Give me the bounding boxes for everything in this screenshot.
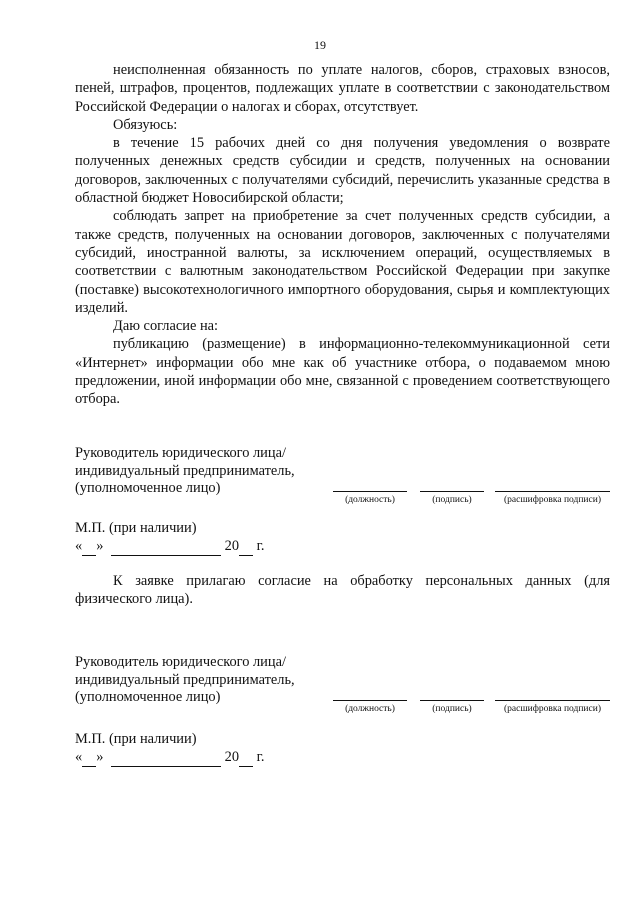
date-day-field[interactable] xyxy=(82,537,96,556)
stamp-label: М.П. (при наличии) xyxy=(75,520,197,536)
date-month-field[interactable] xyxy=(111,748,221,767)
signature-fields-1 xyxy=(333,491,610,521)
paragraph-consent-heading: Даю согласие на: xyxy=(113,318,219,335)
signatory-line-3: (уполномоченное лицо) xyxy=(75,480,221,496)
position-field[interactable] xyxy=(333,700,407,714)
signatory-line-1: Руководитель юридического лица/ xyxy=(75,445,286,461)
signature-field[interactable] xyxy=(420,491,484,505)
signatory-line-3: (уполномоченное лицо) xyxy=(75,689,221,705)
date-day-field[interactable] xyxy=(82,748,96,767)
decoding-caption: (расшифровка подписи) xyxy=(504,495,601,505)
date-month-field[interactable] xyxy=(111,537,221,556)
decoding-caption: (расшифровка подписи) xyxy=(504,704,601,714)
paragraph-obligation-absent: неисполненная обязанность по уплате налогов, сборов, страховых взносов, пеней, штрафов, процентов, подлежащих уплате в соответствии с законодательством Российской Федерации о налогах и сборах, отсутствует. xyxy=(75,62,610,115)
date-line-2: « » 20 г. xyxy=(75,749,265,765)
paragraph-undertake-heading: Обязуюсь: xyxy=(113,116,178,133)
paragraph-refund-obligation: в течение 15 рабочих дней со дня получения уведомления о возврате полученных денежных средств субсидии и средств, полученных на основании договоров, заключенных с получателями субсидий, перечислить указанные средства в областной бюджет Новосибирской области; xyxy=(75,135,610,207)
signatory-block-2 xyxy=(75,654,295,707)
declaration-body xyxy=(75,61,610,409)
position-field[interactable] xyxy=(333,491,407,505)
signatory-line-2: индивидуальный предприниматель, xyxy=(75,462,295,479)
date-year-field[interactable] xyxy=(239,537,253,556)
position-caption: (должность) xyxy=(345,704,395,714)
stamp-block-1 xyxy=(75,519,265,556)
position-caption: (должность) xyxy=(345,495,395,505)
signature-field[interactable] xyxy=(420,700,484,714)
signatory-block-1 xyxy=(75,445,295,498)
paragraph-currency-ban: соблюдать запрет на приобретение за счет полученных средств субсидии, а также средств, полученных на основании договоров, заключенных с получателями субсидий, иностранной валюты, за исключением операций, осуществляемых в соответствии с валютным законодательством Российской Федерации при закупке (поставке) высокотехнологичного импортного оборудования, сырья и комплектующих изделий. xyxy=(75,208,610,316)
page-number: 19 xyxy=(314,38,326,52)
date-year-field[interactable] xyxy=(239,748,253,767)
stamp-label: М.П. (при наличии) xyxy=(75,731,197,747)
stamp-block-2 xyxy=(75,730,265,767)
signature-decoding-field[interactable] xyxy=(495,700,610,714)
attachment-note: К заявке прилагаю согласие на обработку персональных данных (для физического лица). xyxy=(75,573,610,608)
signatory-line-2: индивидуальный предприниматель, xyxy=(75,671,295,688)
signature-decoding-field[interactable] xyxy=(495,491,610,505)
signature-caption: (подпись) xyxy=(432,704,472,714)
signature-fields-2 xyxy=(333,700,610,730)
date-line-1: « » 20 г. xyxy=(75,538,265,554)
signature-caption: (подпись) xyxy=(432,495,472,505)
signatory-line-1: Руководитель юридического лица/ xyxy=(75,654,286,670)
paragraph-publication-consent: публикацию (размещение) в информационно-телекоммуникационной сети «Интернет» информации обо мне как об участнике отбора, о подаваемом мною предложении, иной информации обо мне, связанной с проведением соответствующего отбора. xyxy=(75,336,610,408)
